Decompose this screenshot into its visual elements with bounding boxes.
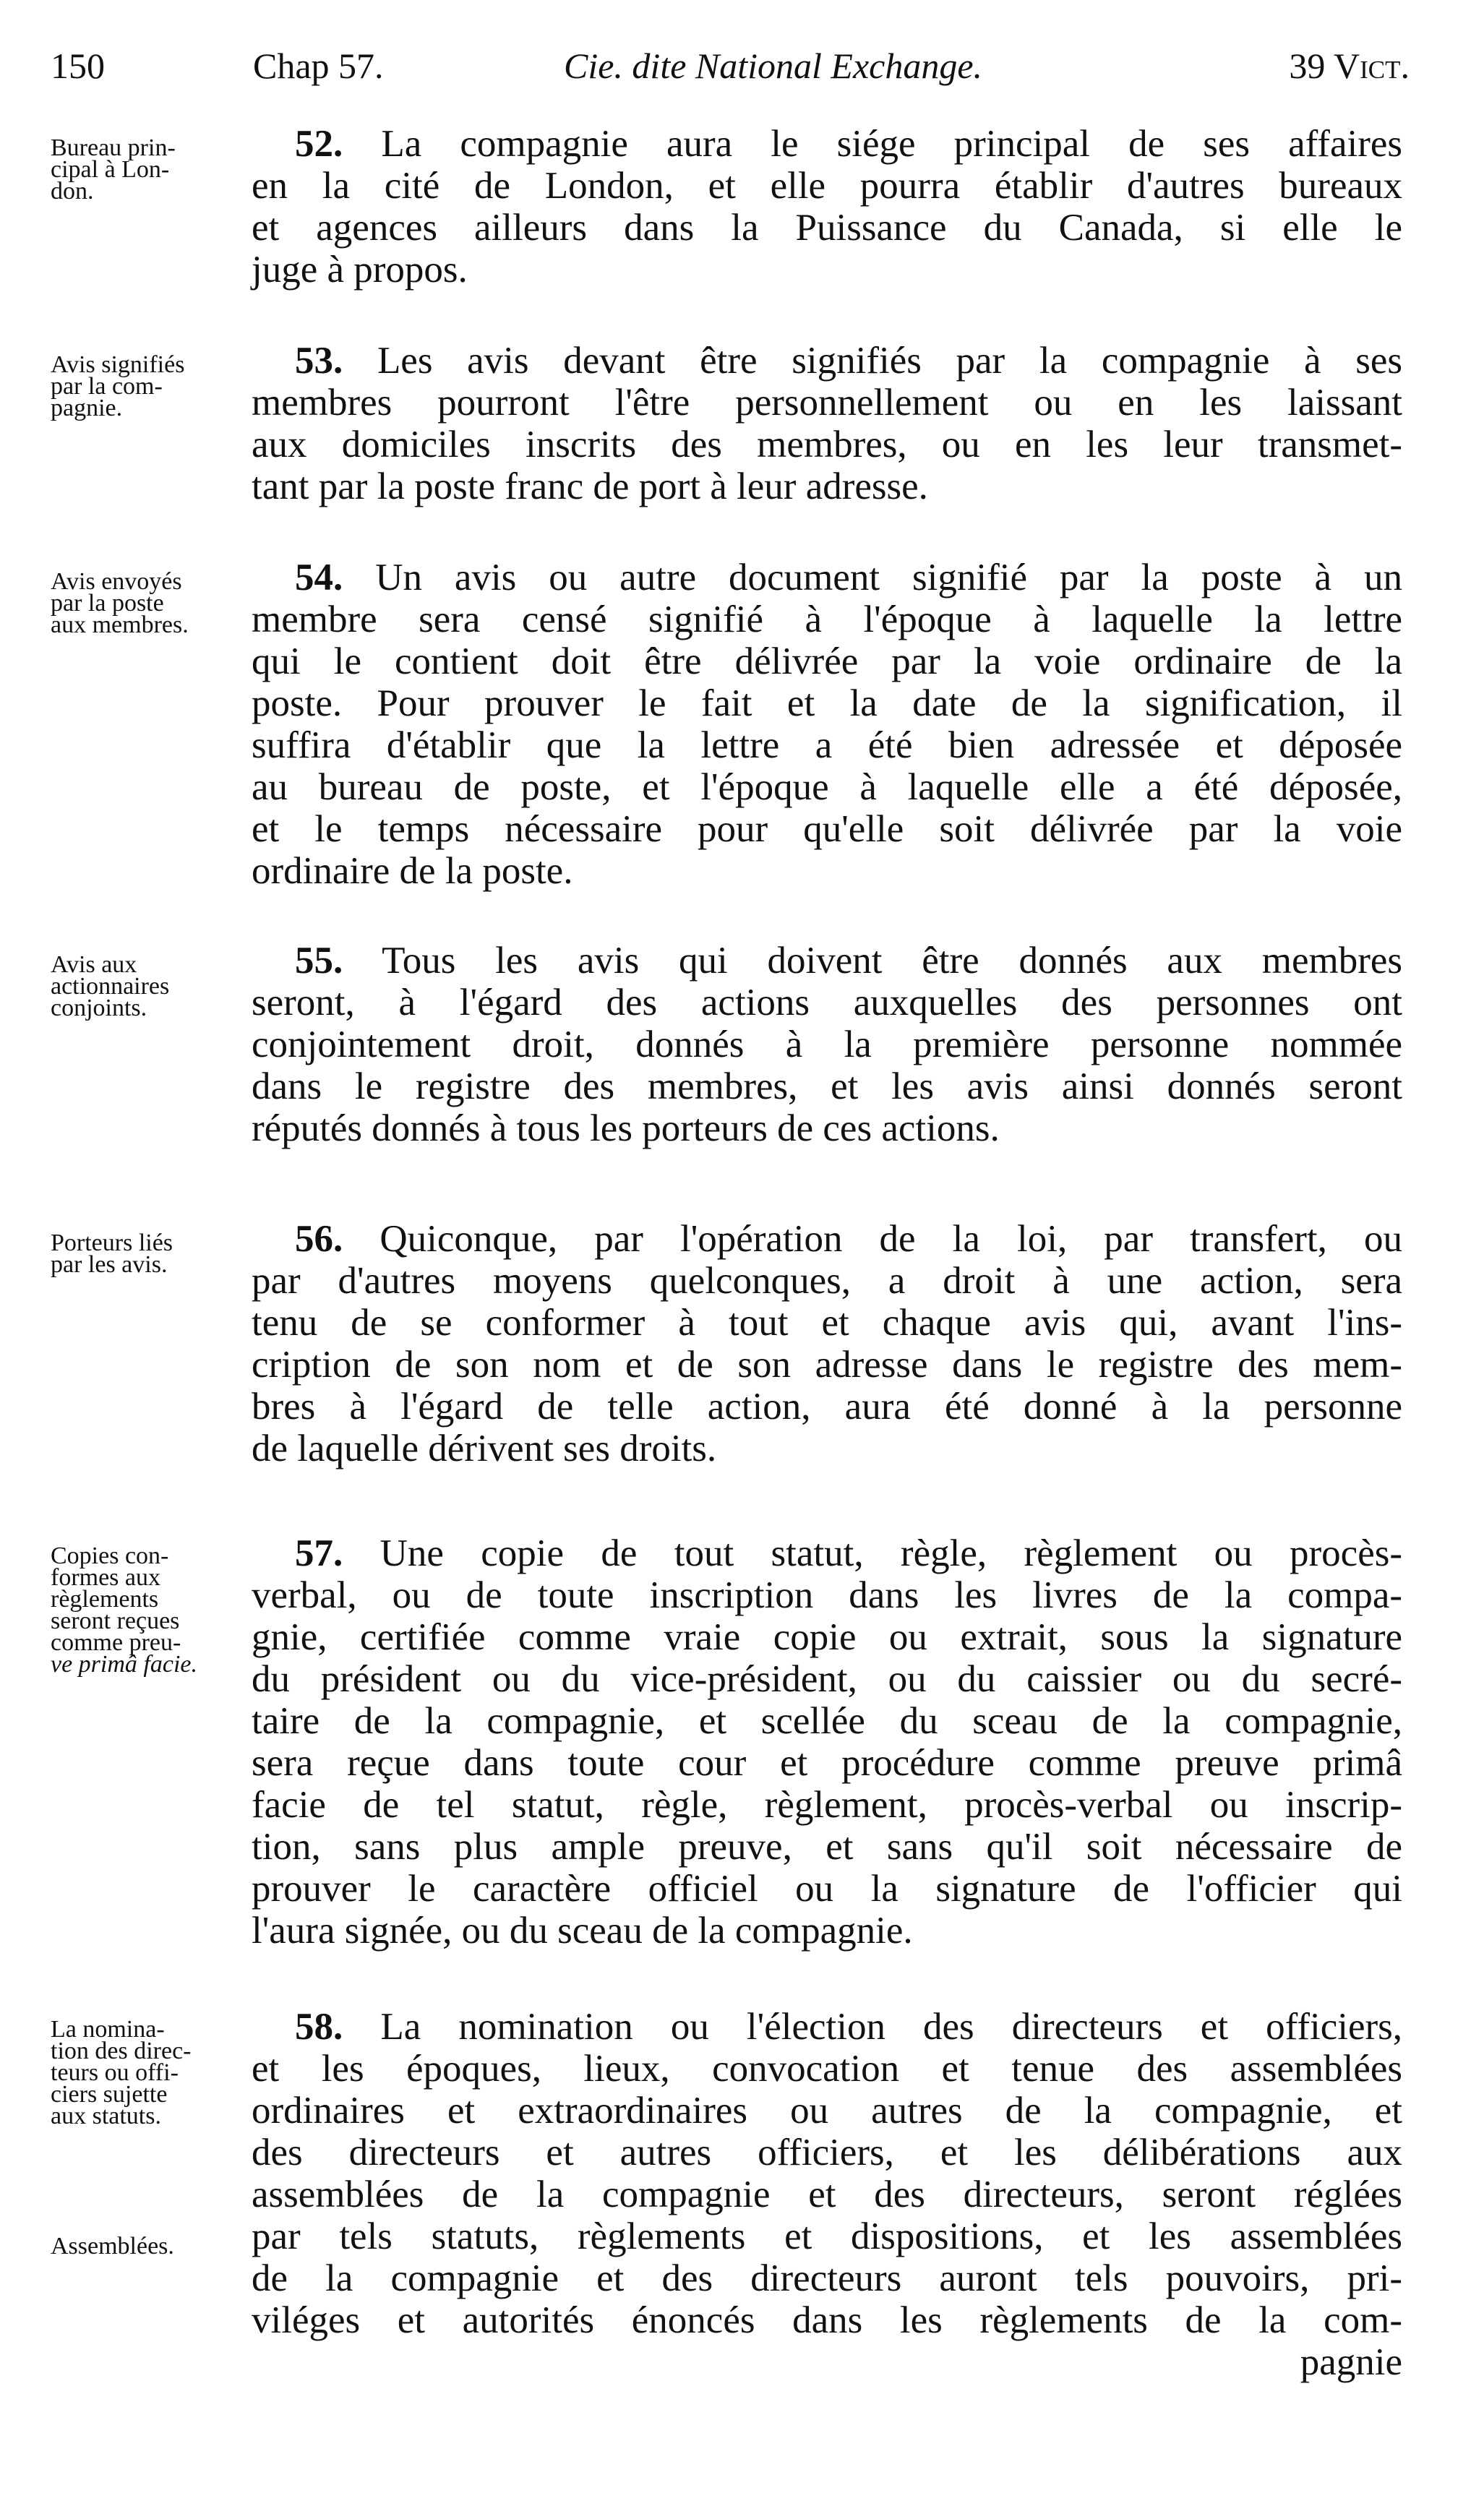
- text-line: en la cité de London, et elle pourra établir d'autres bureaux: [252, 165, 1402, 207]
- section-number: 55.: [295, 940, 343, 982]
- text-line: de laquelle dérivent ses droits.: [252, 1428, 717, 1469]
- text-line: tant par la poste franc de port à leur adresse.: [252, 465, 928, 507]
- margin-note-line: Bureau prin-: [51, 134, 176, 161]
- section-text: [252, 2006, 1402, 2383]
- text-line: bres à l'égard de telle action, aura été donné à la personne: [252, 1386, 1402, 1428]
- catchword: pagnie: [1300, 2341, 1402, 2383]
- text-line: membres pourront l'être personnellement ou en les laissant: [252, 382, 1402, 424]
- text-line: conjointement droit, donnés à la première personne nommée: [252, 1024, 1402, 1065]
- section-number: 56.: [295, 1218, 343, 1260]
- text-line: membre sera censé signifié à l'époque à laquelle la lettre: [252, 598, 1402, 640]
- section-text: [252, 340, 1402, 507]
- margin-note-line: par la com-: [51, 373, 163, 400]
- section-text: [252, 1532, 1402, 1952]
- margin-note-line: Avis signifiés: [51, 351, 185, 378]
- text-line: taire de la compagnie, et scellée du sceau de la compagnie,: [252, 1700, 1402, 1742]
- margin-note-line: Porteurs liés: [51, 1230, 173, 1256]
- text-line: poste. Pour prouver le fait et la date de la signification, il: [252, 682, 1402, 724]
- text-line: et les époques, lieux, convocation et tenue des assemblées: [252, 2048, 1402, 2090]
- section-number: 54.: [295, 557, 343, 598]
- text-line: et le temps nécessaire pour qu'elle soit délivrée par la voie: [252, 808, 1402, 850]
- margin-note-line: pagnie.: [51, 395, 123, 421]
- margin-note-line: La nomina-: [51, 2016, 165, 2043]
- margin-note-line: don.: [51, 178, 94, 205]
- text-line: tenu de se conformer à tout et chaque avis qui, avant l'ins-: [252, 1302, 1402, 1344]
- margin-note: [51, 351, 249, 421]
- margin-note-line: Avis envoyés: [51, 568, 182, 595]
- chapter-label: Chap 57.: [253, 46, 384, 86]
- margin-note-line: teurs ou offi-: [51, 2059, 179, 2086]
- section-text: [252, 1218, 1402, 1469]
- margin-note-line: formes aux: [51, 1564, 161, 1591]
- text-line: juge à propos.: [252, 249, 468, 291]
- text-line: par d'autres moyens quelconques, a droit à une action, sera: [252, 1260, 1402, 1302]
- margin-note-line: seront reçues: [51, 1608, 180, 1634]
- text-line: sera reçue dans toute cour et procédure comme preuve primâ: [252, 1742, 1402, 1784]
- text-line: 52. La compagnie aura le siége principal de ses affaires: [295, 123, 1403, 165]
- margin-note-line: conjoints.: [51, 995, 147, 1021]
- section-number: 52.: [295, 123, 343, 165]
- margin-note-line: ciers sujette: [51, 2081, 168, 2108]
- regnal-year: 39 Vict.: [1289, 46, 1410, 86]
- section-number: 58.: [295, 2006, 343, 2048]
- text-line: prouver le caractère officiel ou la signature de l'officier qui: [252, 1868, 1402, 1910]
- text-line: verbal, ou de toute inscription dans les livres de la compa-: [252, 1574, 1402, 1616]
- margin-note: [51, 1542, 249, 1678]
- text-line: de la compagnie et des directeurs auront tels pouvoirs, pri-: [252, 2257, 1402, 2299]
- margin-note-line: comme preu-: [51, 1629, 181, 1656]
- margin-note: [51, 1232, 249, 1276]
- text-line: du président ou du vice-président, ou du caissier ou du secré-: [252, 1658, 1402, 1700]
- margin-note-line: actionnaires: [51, 973, 170, 1000]
- running-header: [51, 45, 1410, 95]
- text-line: viléges et autorités énoncés dans les règlements de la com-: [252, 2299, 1402, 2341]
- act-title: Cie. dite National Exchange.: [564, 46, 983, 86]
- text-line: 58. La nomination ou l'élection des directeurs et officiers,: [295, 2006, 1402, 2048]
- text-line: 57. Une copie de tout statut, règle, règlement ou procès-: [295, 1532, 1402, 1574]
- margin-note: [51, 134, 249, 205]
- margin-note-line: cipal à Lon-: [51, 156, 170, 183]
- text-line: ordinaire de la poste.: [252, 850, 573, 892]
- text-line: par tels statuts, règlements et dispositions, et les assemblées: [252, 2215, 1402, 2257]
- margin-note: [51, 568, 249, 638]
- page-number: 150: [51, 46, 105, 86]
- text-line: cription de son nom et de son adresse dans le registre des mem-: [252, 1344, 1402, 1386]
- margin-note-line: règlements: [51, 1586, 159, 1613]
- text-line: 55. Tous les avis qui doivent être donnés aux membres: [295, 940, 1403, 982]
- text-line: l'aura signée, ou du sceau de la compagnie.: [252, 1910, 913, 1952]
- text-line: au bureau de poste, et l'époque à laquelle elle a été déposée,: [252, 766, 1402, 808]
- margin-note-line: aux membres.: [51, 612, 189, 638]
- text-line: 53. Les avis devant être signifiés par la compagnie à ses: [295, 340, 1403, 382]
- text-line: assemblées de la compagnie et des directeurs, seront réglées: [252, 2174, 1402, 2215]
- margin-note: [51, 2016, 249, 2129]
- text-line: qui le contient doit être délivrée par la voie ordinaire de la: [252, 640, 1402, 682]
- text-line: des directeurs et autres officiers, et les délibérations aux: [252, 2132, 1402, 2174]
- text-line: aux domiciles inscrits des membres, ou en les leur transmet-: [252, 424, 1402, 465]
- margin-note-line: par les avis.: [51, 1251, 168, 1278]
- section-text: [252, 123, 1402, 291]
- text-line: dans le registre des membres, et les avis ainsi donnés seront: [252, 1065, 1402, 1107]
- text-line: facie de tel statut, règle, règlement, procès-verbal ou inscrip-: [252, 1784, 1402, 1826]
- section-number: 53.: [295, 340, 343, 382]
- margin-note-line: aux statuts.: [51, 2103, 161, 2129]
- text-line: tion, sans plus ample preuve, et sans qu'il soit nécessaire de: [252, 1826, 1402, 1868]
- margin-note-line: par la poste: [51, 590, 164, 617]
- margin-note-line: tion des direc-: [51, 2038, 192, 2064]
- text-line: et agences ailleurs dans la Puissance du Canada, si elle le: [252, 207, 1402, 249]
- margin-note-line: ve primâ facie.: [51, 1651, 197, 1678]
- text-line: gnie, certifiée comme vraie copie ou extrait, sous la signature: [252, 1616, 1402, 1658]
- margin-note-line: Assemblées.: [51, 2233, 174, 2260]
- section-text: [252, 940, 1402, 1149]
- text-line: ordinaires et extraordinaires ou autres de la compagnie, et: [252, 2090, 1402, 2132]
- section-number: 57.: [295, 1532, 343, 1574]
- margin-note-assemblees: [51, 2233, 249, 2260]
- margin-note: [51, 951, 249, 1021]
- text-line: 56. Quiconque, par l'opération de la loi, par transfert, ou: [295, 1218, 1402, 1260]
- text-line: suffira d'établir que la lettre a été bien adressée et déposée: [252, 724, 1402, 766]
- margin-note-line: Avis aux: [51, 951, 137, 978]
- section-text: [252, 557, 1402, 892]
- text-line: seront, à l'égard des actions auxquelles des personnes ont: [252, 982, 1402, 1024]
- text-line: réputés donnés à tous les porteurs de ces actions.: [252, 1107, 1000, 1149]
- margin-note-line: Copies con-: [51, 1542, 169, 1569]
- text-line: 54. Un avis ou autre document signifié par la poste à un: [295, 557, 1402, 598]
